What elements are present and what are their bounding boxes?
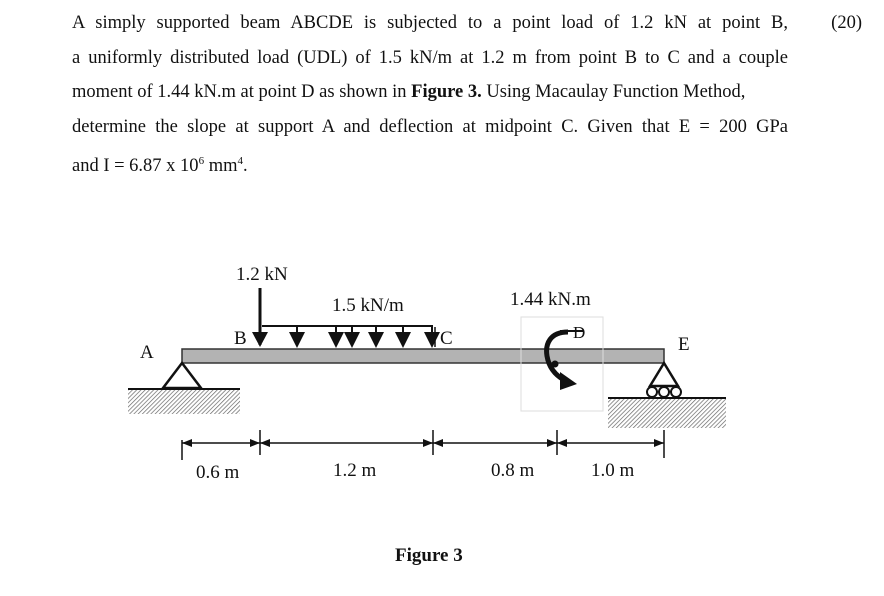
roller-support-e: [608, 363, 726, 428]
problem-line-5-text: and I = 6.87 x 10: [72, 156, 199, 177]
problem-line-3-tail: Using Macaulay Function Method,: [481, 82, 746, 102]
dimension-label-2: 1.2 m: [333, 460, 377, 481]
period: .: [242, 156, 248, 177]
label-d: D: [573, 323, 586, 342]
unit-mm: mm: [204, 156, 238, 177]
point-load-label: 1.2 kN: [236, 264, 288, 285]
figure-reference: Figure 3.: [411, 82, 482, 102]
label-b: B: [234, 328, 247, 349]
dimension-lines: [182, 430, 664, 460]
moment-label: 1.44 kN.m: [510, 289, 591, 310]
udl-label: 1.5 kN/m: [332, 295, 404, 316]
udl-arrows: [252, 326, 433, 347]
dimension-label-1: 0.6 m: [196, 462, 240, 483]
dimension-label-4: 1.0 m: [591, 460, 635, 481]
problem-line-3-text: moment of 1.44 kN.m at point D as shown in: [72, 82, 412, 102]
exponent-4: 4: [237, 155, 243, 167]
problem-line-1: A simply supported beam ABCDE is subjected to a point load of 1.2 kN at point B,: [72, 13, 788, 33]
label-a: A: [140, 342, 154, 363]
beam: [182, 349, 664, 363]
marks-label: (20): [831, 13, 862, 33]
label-c: C: [440, 328, 453, 349]
pin-support-a: [128, 363, 240, 414]
couple-moment-icon: [521, 317, 603, 411]
problem-line-4: determine the slope at support A and deflection at midpoint C. Given that E = 200 GPa: [72, 116, 788, 137]
exponent-6: 6: [198, 155, 205, 167]
figure-caption: Figure 3: [395, 545, 463, 566]
dimension-label-3: 0.8 m: [491, 460, 535, 481]
label-e: E: [678, 334, 690, 355]
problem-line-2: a uniformly distributed load (UDL) of 1.5 kN/m at 1.2 m from point B to C and a couple: [72, 47, 788, 68]
